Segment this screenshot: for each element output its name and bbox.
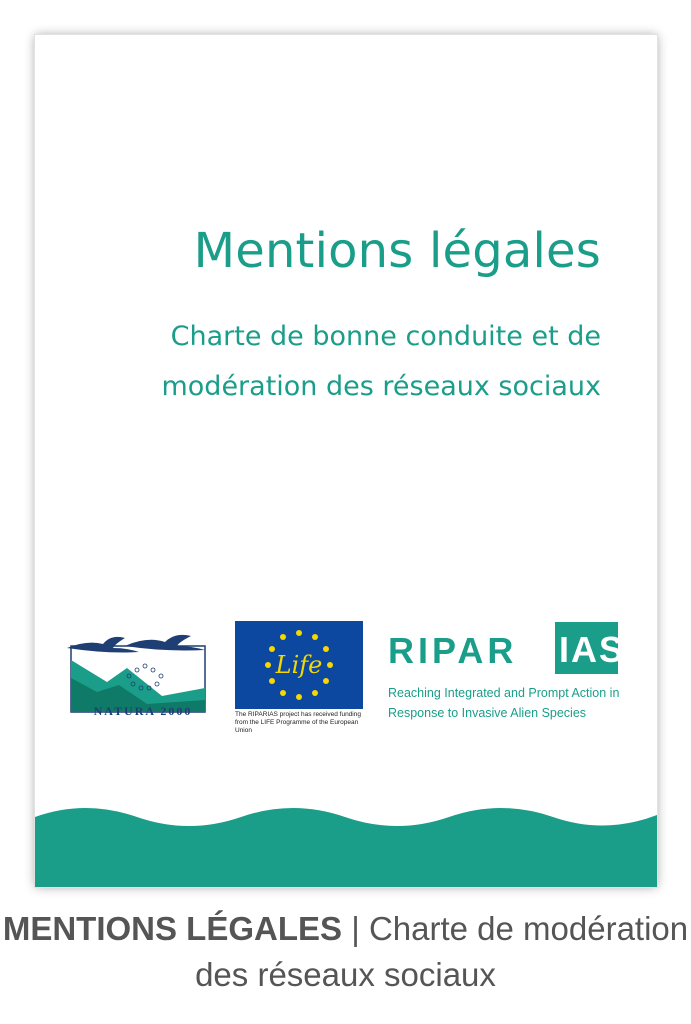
life-eu-flag-logo bbox=[235, 621, 363, 709]
riparias-tagline: Reaching Integrated and Prompt Action in Response to Invasive Alien Species bbox=[388, 686, 620, 720]
document-caption[interactable] bbox=[0, 906, 691, 998]
riparias-logo bbox=[388, 622, 628, 682]
life-logo-text: Life bbox=[275, 651, 323, 679]
caption-rest: | Charte de modération des réseaux sociaux bbox=[195, 910, 689, 993]
wave-decoration bbox=[35, 805, 657, 887]
cover-subtitle: Charte de bonne conduite et de modération des réseaux sociaux bbox=[161, 321, 601, 402]
natura-2000-label: NATURA 2000 bbox=[93, 704, 193, 718]
riparias-wordmark-right: IAS bbox=[559, 629, 626, 670]
riparias-wordmark-left: RIPAR bbox=[388, 630, 518, 671]
riparias-wordmark-box bbox=[555, 622, 626, 674]
document-cover[interactable] bbox=[35, 35, 657, 887]
caption-bold: MENTIONS LÉGALES bbox=[2, 910, 343, 947]
natura-2000-logo bbox=[67, 630, 209, 715]
cover-title: Mentions légales bbox=[193, 223, 601, 279]
life-funding-note: The RIPARIAS project has received funding from the LIFE Programme of the European Union bbox=[235, 711, 361, 734]
logos-row bbox=[35, 615, 657, 765]
